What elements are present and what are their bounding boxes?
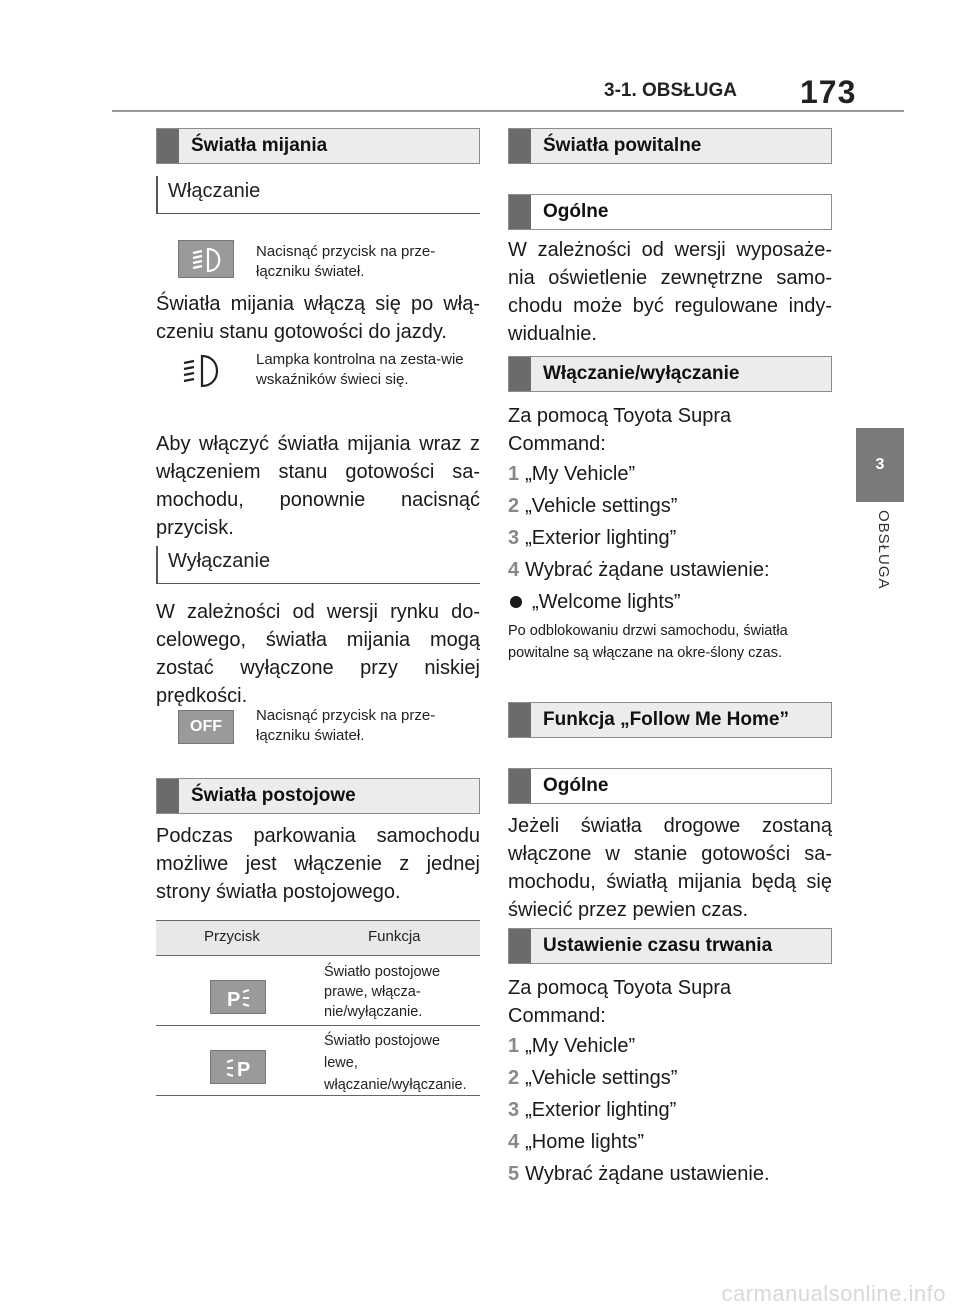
off-button-icon [178, 710, 234, 744]
heading-bar [509, 195, 531, 229]
step-item [508, 1032, 635, 1060]
step-text: „My Vehicle” [525, 463, 636, 485]
subheading-on-text: Włączanie [168, 180, 261, 202]
step-number: 3 [508, 527, 520, 549]
step-text: „My Vehicle” [525, 1035, 636, 1057]
heading-onoff [508, 356, 832, 392]
step-number: 5 [508, 1163, 520, 1185]
heading-welcome-text: Światła powitalne [543, 135, 702, 156]
right-parking-light-icon [210, 980, 266, 1014]
paragraph: Podczas parkowania samochodu możliwe jest włączenie z jednej strony światła postojowego. [156, 825, 480, 903]
subheading-off [156, 546, 480, 584]
table-row [156, 1026, 480, 1096]
table-row [156, 956, 480, 1026]
heading-bar [509, 929, 531, 963]
column-header: Funkcja [368, 928, 421, 945]
table-header [156, 920, 480, 956]
step-number: 1 [508, 463, 520, 485]
heading-parking-text: Światła postojowe [191, 785, 356, 806]
paragraph: Światła mijania włączą się po włą-czeniu stanu gotowości do jazdy. [156, 293, 480, 343]
step-number: 4 [508, 1131, 520, 1153]
svg-text:P: P [227, 989, 241, 1011]
icon2-description: Lampka kontrolna na zesta-wie wskaźników świeci się. [256, 351, 464, 388]
heading-duration [508, 928, 832, 964]
heading-bar [509, 703, 531, 737]
watermark: carmanualsonline.info [721, 1281, 946, 1306]
chapter-label-text: OBSŁUGA [875, 510, 892, 590]
paragraph: Za pomocą Toyota Supra Command: [508, 405, 732, 455]
step-number: 3 [508, 1099, 520, 1121]
step-item [508, 556, 770, 584]
step-item [508, 1064, 677, 1092]
off-icon-label: OFF [190, 718, 222, 735]
icon1-description: Nacisnąć przycisk na prze-łączniku świateł. [256, 243, 436, 280]
heading-onoff-text: Włączanie/wyłączanie [543, 363, 740, 384]
bullet-item [508, 588, 681, 616]
heading-general-2 [508, 768, 832, 804]
step-text: „Vehicle settings” [525, 495, 678, 517]
step-text: Wybrać żądane ustawienie. [525, 1163, 770, 1185]
heading-general-1-text: Ogólne [543, 201, 609, 222]
section-title: 3-1. OBSŁUGA [604, 80, 738, 101]
step-text: „Exterior lighting” [525, 527, 677, 549]
column-header: Przycisk [204, 928, 260, 945]
step-number: 2 [508, 495, 520, 517]
left-parking-light-icon [210, 1050, 266, 1084]
step-number: 4 [508, 559, 520, 581]
step-text: „Exterior lighting” [525, 1099, 677, 1121]
paragraph: W zależności od wersji wyposaże-nia oświetlenie zewnętrzne samo-chodu może być regulowane indy-widualnie. [508, 239, 832, 345]
table-cell: Światło postojowe prawe, włącza-nie/wyłączanie. [324, 964, 441, 1020]
heading-bar [509, 769, 531, 803]
heading-follow-text: Funkcja „Follow Me Home” [543, 709, 789, 730]
heading-welcome [508, 128, 832, 164]
heading-bar [509, 357, 531, 391]
chapter-tab-label [862, 510, 898, 620]
heading-bar [157, 129, 179, 163]
heading-parking [156, 778, 480, 814]
heading-bar [157, 779, 179, 813]
step-item [508, 1128, 644, 1156]
heading-low-beam [156, 128, 480, 164]
chapter-tab[interactable]: 3 [856, 428, 904, 502]
note: Po odblokowaniu drzwi samochodu, światła powitalne są włączane na okre-ślony czas. [508, 623, 788, 661]
paragraph: W zależności od wersji rynku do-celowego, światła mijania mogą zostać wyłączone przy niskiej prędkości. [156, 601, 480, 707]
step-item [508, 1160, 770, 1188]
paragraph: Jeżeli światła drogowe zostaną włączone w stanie gotowości sa-mochodu, światłą mijania będą się świecić przez pewien czas. [508, 815, 832, 921]
heading-general-1 [508, 194, 832, 230]
icon3-description: Nacisnąć przycisk na prze-łączniku świateł. [256, 707, 436, 744]
parking-right-glyph [211, 981, 267, 1015]
subheading-on [156, 176, 480, 214]
indicator-icon [178, 346, 230, 394]
low-beam-button-icon [178, 240, 234, 278]
step-number: 1 [508, 1035, 520, 1057]
parking-left-glyph [211, 1051, 267, 1085]
bullet-text: „Welcome lights” [532, 591, 681, 613]
heading-duration-text: Ustawienie czasu trwania [543, 935, 773, 956]
low-beam-indicator-icon [178, 346, 230, 394]
heading-follow [508, 702, 832, 738]
table-cell: Światło postojowe lewe, włączanie/wyłączanie. [324, 1033, 467, 1093]
step-text: „Home lights” [525, 1131, 645, 1153]
bullet-icon [510, 596, 522, 608]
step-item [508, 1096, 676, 1124]
step-text: Wybrać żądane ustawienie: [525, 559, 770, 581]
step-item [508, 460, 635, 488]
header-rule [112, 110, 904, 112]
paragraph: Aby włączyć światła mijania wraz z włączeniem stanu gotowości sa-mochodu, ponownie nacisnąć przycisk. [156, 433, 480, 539]
heading-low-beam-text: Światła mijania [191, 135, 328, 156]
step-item [508, 492, 677, 520]
paragraph: Za pomocą Toyota Supra Command: [508, 977, 732, 1027]
page-number: 173 [800, 74, 857, 110]
subheading-off-text: Wyłączanie [168, 550, 271, 572]
heading-bar [509, 129, 531, 163]
svg-text:P: P [237, 1059, 251, 1081]
step-number: 2 [508, 1067, 520, 1089]
step-text: „Vehicle settings” [525, 1067, 678, 1089]
low-beam-icon [179, 241, 235, 279]
step-item [508, 524, 676, 552]
heading-general-2-text: Ogólne [543, 775, 609, 796]
